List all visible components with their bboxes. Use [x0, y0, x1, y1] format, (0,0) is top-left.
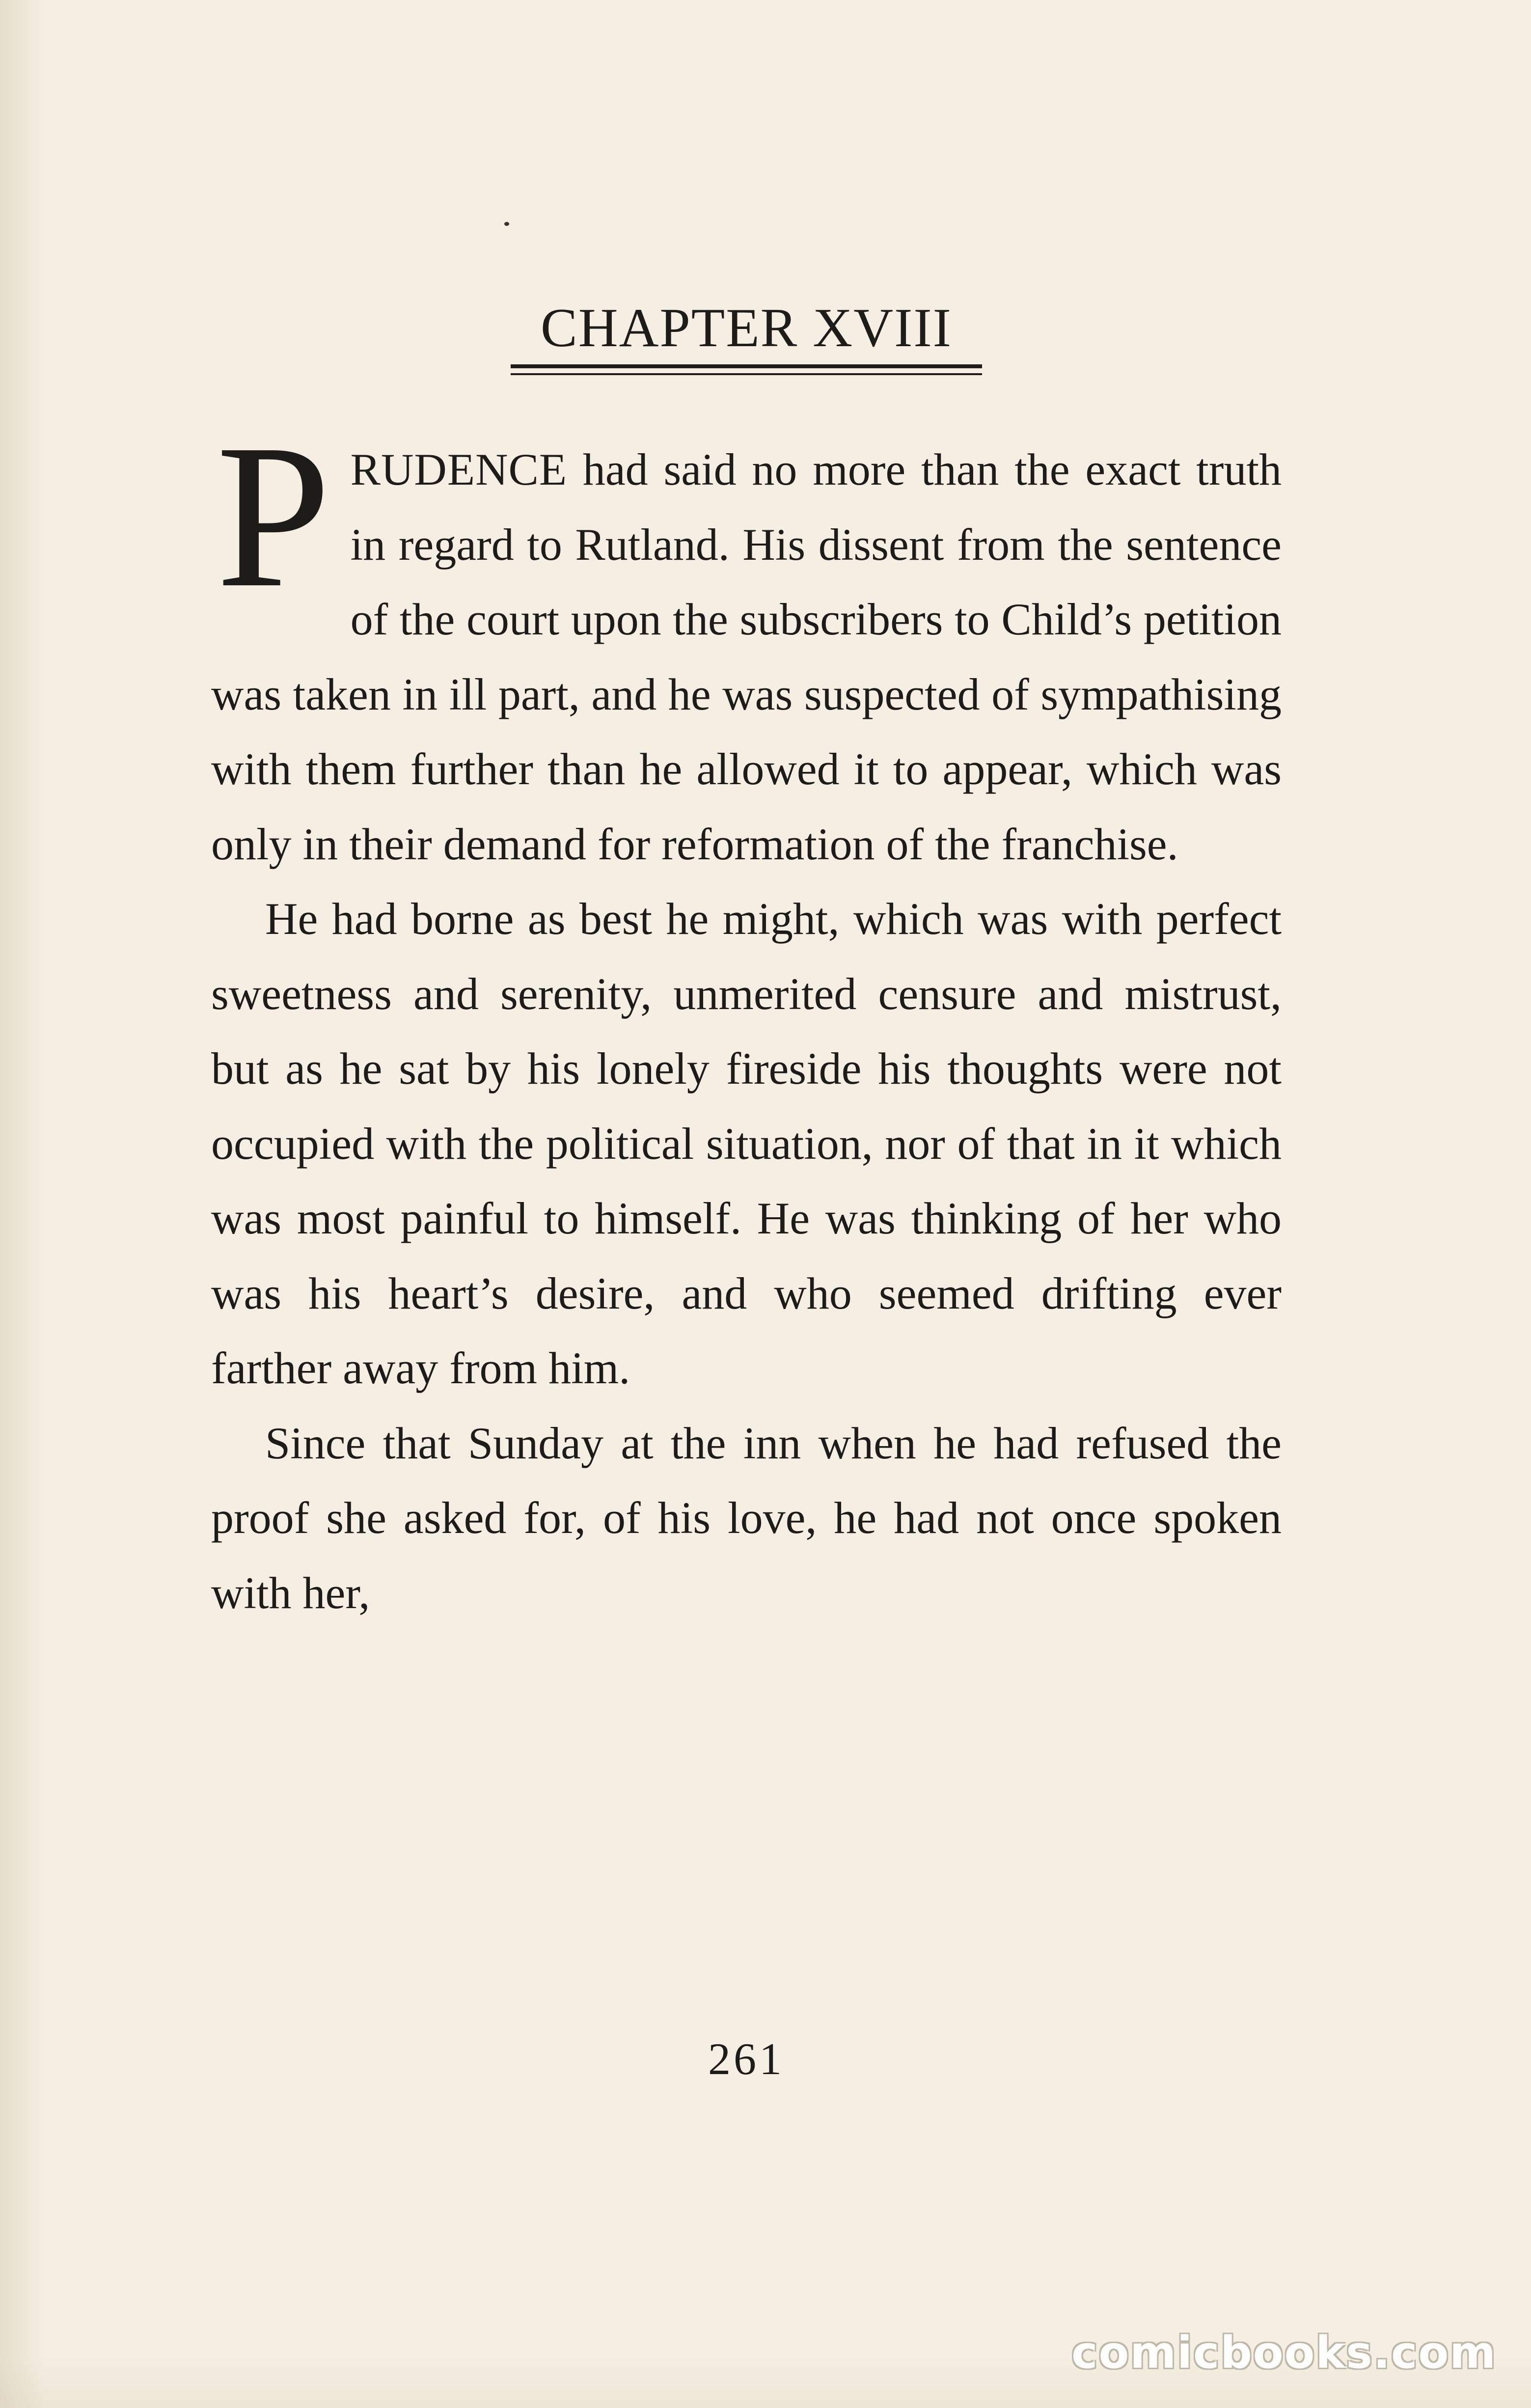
lead-caps: RUDENCE: [350, 444, 568, 494]
heading-rule-thick: [511, 364, 982, 368]
watermark: comicbooks.com: [1071, 2327, 1497, 2379]
body-text: [211, 402, 1282, 1630]
paragraph-1-text: had said no more than the exact truth in regard to Rutland. His dissent from the sentence of the court upon the subscribers to Child’s petition was taken in ill part, and he was suspected of sympathising with them further than he allowed it to appear, which was only in their demand for reformation of the franchise.: [211, 444, 1282, 869]
paragraph-2: He had borne as best he might, which was with perfect sweetness and serenity, unmerited censure and mistrust, but as he sat by his lonely fireside his thoughts were not occupied with the political situation, nor of that in it which was most painful to himself. He was thinking of her who was his heart’s desire, and who seemed drifting ever farther away from him.: [211, 894, 1282, 1393]
ink-speck: [504, 222, 509, 226]
paragraph-3: Since that Sunday at the inn when he had refused the proof she asked for, of his love, he had not once spoken with her,: [211, 1418, 1282, 1618]
chapter-title: CHAPTER XVIII: [541, 298, 952, 358]
page-number: 261: [708, 2034, 785, 2084]
paragraph-1: [211, 402, 1282, 881]
drop-cap: P: [216, 402, 331, 630]
chapter-heading: [511, 298, 982, 375]
heading-rule-thin: [511, 373, 982, 375]
